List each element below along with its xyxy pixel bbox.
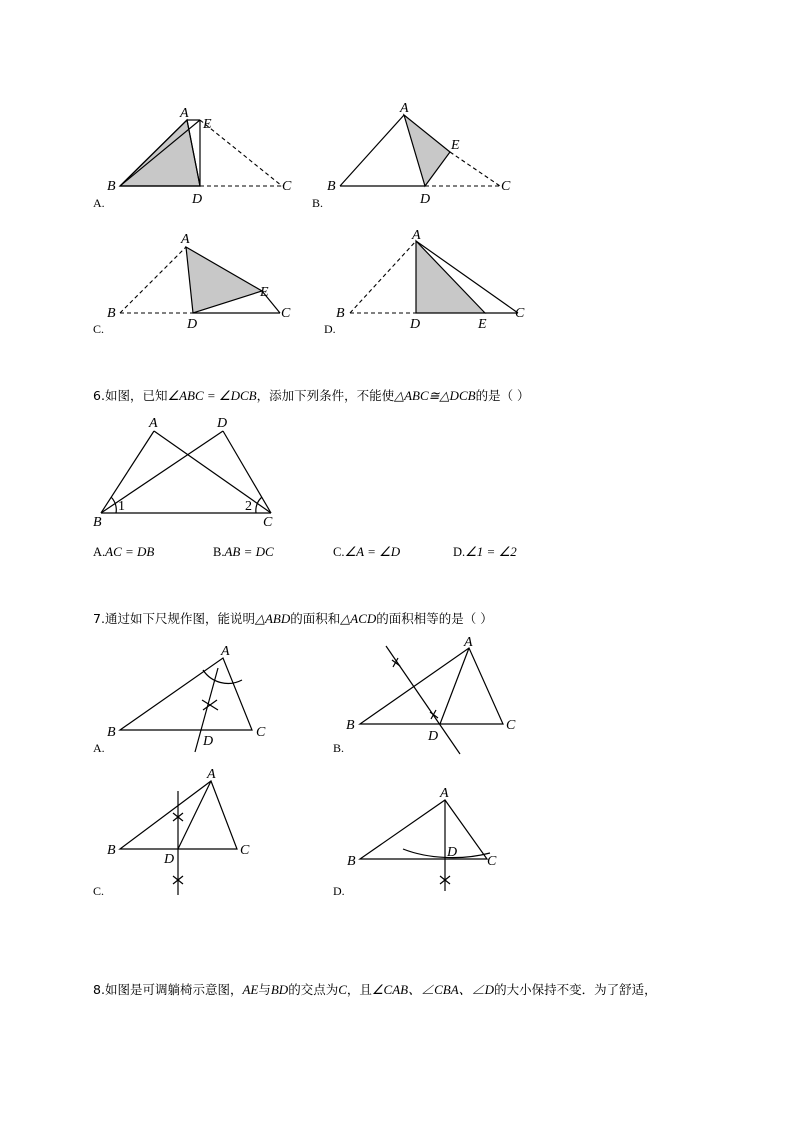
q7b-label-a: A [464, 636, 473, 650]
q7-figure-b [340, 636, 540, 758]
q6-stem [93, 386, 530, 404]
q5b-label-a: A [400, 101, 409, 116]
q7d-label-a: A [440, 786, 449, 801]
q5d-label-c: C [515, 306, 525, 321]
q5c-label-d: D [187, 317, 198, 332]
q7-number: 7. [93, 611, 105, 626]
q5c-label-b: B [107, 306, 116, 321]
q7d-label-d: D [447, 845, 458, 860]
q7c-label-a: A [207, 767, 216, 782]
q7a-label-d: D [203, 734, 214, 749]
q5b-label-d: D [420, 192, 431, 207]
q7c-label-c: C [240, 843, 250, 858]
q8-stem: 8.如图是可调躺椅示意图，AE与BD的交点为C，且∠CAB、∠CBA、∠D的大小保持不变．为了舒适， [93, 982, 657, 997]
q6-label-angle1: 1 [118, 499, 125, 514]
q7b-label-b: B [346, 718, 355, 733]
q5a-label-c: C [282, 179, 292, 194]
q7b-label-c: C [506, 718, 516, 733]
q6-choice-a[interactable]: A.AC = DB [93, 544, 155, 559]
q7-tri1: △ABD [254, 611, 291, 626]
q5a-label-b: B [107, 179, 116, 194]
q5-figure-c [90, 228, 305, 333]
q7a-label-a: A [221, 644, 230, 659]
q7-option-d-letter[interactable]: D. [333, 884, 345, 898]
q6-label-b: B [93, 515, 102, 530]
q5-figure-a [90, 100, 305, 215]
q6-label-d: D [217, 416, 228, 431]
q6-label-c: C [263, 515, 273, 530]
q6-given: ∠ABC = ∠DCB [167, 388, 257, 403]
q6-number: 6. [93, 388, 105, 403]
q5a-label-e: E [203, 117, 212, 132]
q5c-shaded-triangle [186, 247, 262, 313]
q7d-label-b: B [347, 854, 356, 869]
q6-label-angle2: 2 [245, 499, 252, 514]
q7-option-a-letter[interactable]: A. [93, 741, 105, 755]
q5b-label-b: B [327, 179, 336, 194]
q6-choice-d[interactable]: D.∠1 = ∠2 [453, 544, 517, 559]
q6-congruence: △ABC≅△DCB [394, 388, 476, 403]
q5c-label-a: A [181, 232, 190, 247]
q5d-shaded-triangle [416, 241, 485, 313]
q7-stem [93, 609, 493, 627]
q7-figure-a [90, 640, 290, 758]
q5-option-a-letter[interactable]: A. [93, 196, 105, 210]
q5-figure-b [320, 100, 530, 215]
q5-figure-d [330, 225, 545, 333]
q5b-label-c: C [501, 179, 511, 194]
q5-option-b-letter[interactable]: B. [312, 196, 324, 210]
q7a-label-c: C [256, 725, 266, 740]
q6-choice-b[interactable]: B.AB = DC [213, 544, 274, 559]
q5c-label-c: C [281, 306, 291, 321]
q5d-label-a: A [412, 228, 421, 243]
q7a-arc [203, 670, 242, 683]
q7-figure-d [340, 783, 540, 895]
q7c-label-d: D [164, 852, 175, 867]
q6-label-a: A [149, 416, 158, 431]
q5-option-c-letter[interactable]: C. [93, 322, 105, 336]
q7-stem-middle: 的面积和 [290, 611, 341, 626]
q6-choice-c[interactable]: C.∠A = ∠D [333, 544, 401, 559]
q7-tri2: △ACD [340, 611, 377, 626]
q5d-label-b: B [336, 306, 345, 321]
q7-figure-c [90, 765, 290, 897]
q7-stem-suffix: 的面积相等的是（ ） [376, 611, 493, 626]
q5a-label-d: D [192, 192, 203, 207]
q5c-label-e: E [260, 285, 269, 300]
q6-figure [88, 410, 288, 530]
q7-option-c-letter[interactable]: C. [93, 884, 105, 898]
q6-stem-middle: ，添加下列条件，不能使 [256, 388, 395, 403]
q5b-shaded-triangle [404, 115, 450, 186]
q5b-label-e: E [451, 138, 460, 153]
q7a-label-b: B [107, 725, 116, 740]
q7-stem-prefix: 通过如下尺规作图，能说明 [104, 611, 255, 626]
q7c-label-b: B [107, 843, 116, 858]
q5d-label-e: E [478, 317, 487, 332]
q7b-label-d: D [428, 729, 439, 744]
q5-option-d-letter[interactable]: D. [324, 322, 336, 336]
q5d-label-d: D [410, 317, 421, 332]
q8-number: 8. [93, 982, 105, 997]
q6-stem-suffix: 的是（ ） [475, 388, 530, 403]
q6-stem-prefix: 如图，已知 [104, 388, 168, 403]
q7d-label-c: C [487, 854, 497, 869]
q5a-label-a: A [180, 106, 189, 121]
q7-option-b-letter[interactable]: B. [333, 741, 345, 755]
